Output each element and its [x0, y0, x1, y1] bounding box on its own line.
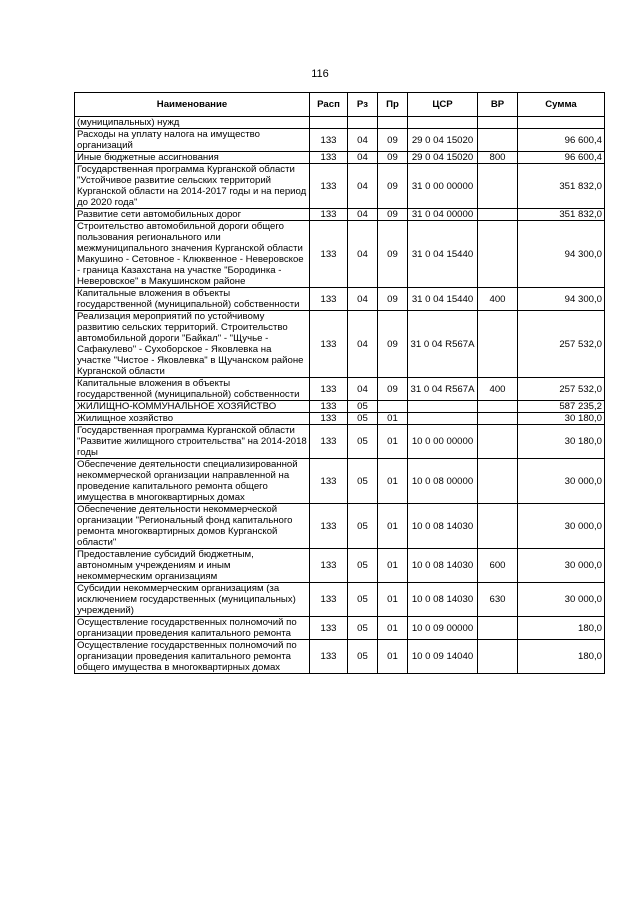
table-row [75, 504, 605, 549]
cell-csr: 31 0 04 15440 [408, 288, 478, 311]
cell-pr: 09 [378, 311, 408, 378]
cell-pr: 09 [378, 221, 408, 288]
cell-pr: 09 [378, 209, 408, 221]
cell-pr: 01 [378, 549, 408, 583]
table-row [75, 617, 605, 640]
cell-rz: 04 [348, 221, 378, 288]
cell-rasp: 133 [310, 288, 348, 311]
cell-rasp: 133 [310, 640, 348, 674]
cell-rasp: 133 [310, 401, 348, 413]
cell-name: Реализация мероприятий по устойчивому развитию сельских территорий. Строительство автомобильной дороги "Байкал" - "Щучье - Сафакулево" - Сухоборское - Яковлевка на участке "Чистое - Яковлевка" в Щучанском районе Курганской области [75, 311, 310, 378]
cell-name: Расходы на уплату налога на имущество организаций [75, 129, 310, 152]
cell-rz: 05 [348, 640, 378, 674]
cell-rz: 05 [348, 413, 378, 425]
cell-rasp: 133 [310, 164, 348, 209]
cell-rasp: 133 [310, 583, 348, 617]
cell-rz: 05 [348, 583, 378, 617]
cell-name: Иные бюджетные ассигнования [75, 152, 310, 164]
header-csr: ЦСР [408, 93, 478, 117]
cell-rz: 05 [348, 549, 378, 583]
table-row [75, 459, 605, 504]
cell-rasp: 133 [310, 617, 348, 640]
cell-sum: 96 600,4 [518, 129, 605, 152]
cell-name: Капитальные вложения в объекты государственной (муниципальной) собственности [75, 288, 310, 311]
cell-name: Обеспечение деятельности специализированной некоммерческой организации направленной на проведение капитального ремонта общего имущества в многоквартирных домах [75, 459, 310, 504]
cell-rz: 05 [348, 504, 378, 549]
cell-pr: 01 [378, 425, 408, 459]
cell-vr [478, 425, 518, 459]
cell-name: Строительство автомобильной дороги общего пользования регионального или межмуниципального значения Курганской области Макушино - Сетовное - Клюквенное - Неверовское - граница Казахстана на участке "Бородинка - Неверовское" в Макушинском районе [75, 221, 310, 288]
cell-rz: 05 [348, 401, 378, 413]
cell-rasp: 133 [310, 413, 348, 425]
cell-name: Осуществление государственных полномочий по организации проведения капитального ремонта [75, 617, 310, 640]
cell-pr: 01 [378, 459, 408, 504]
cell-csr: 10 0 09 00000 [408, 617, 478, 640]
cell-csr: 10 0 09 14040 [408, 640, 478, 674]
budget-table [74, 92, 605, 674]
table-row [75, 117, 605, 129]
cell-csr: 10 0 00 00000 [408, 425, 478, 459]
page-number: 116 [311, 68, 329, 80]
cell-rz: 04 [348, 209, 378, 221]
table-row [75, 413, 605, 425]
table-row [75, 311, 605, 378]
cell-vr [478, 640, 518, 674]
table-row [75, 378, 605, 401]
cell-name: Предоставление субсидий бюджетным, автономным учреждениям и иным некоммерческим организациям [75, 549, 310, 583]
cell-pr: 01 [378, 583, 408, 617]
cell-vr [478, 617, 518, 640]
header-sum: Сумма [518, 93, 605, 117]
cell-csr: 10 0 08 00000 [408, 459, 478, 504]
cell-pr: 09 [378, 164, 408, 209]
header-name: Наименование [75, 93, 310, 117]
cell-name: Жилищное хозяйство [75, 413, 310, 425]
cell-rasp: 133 [310, 311, 348, 378]
cell-sum: 351 832,0 [518, 209, 605, 221]
cell-sum: 257 532,0 [518, 378, 605, 401]
cell-csr [408, 413, 478, 425]
cell-pr: 09 [378, 378, 408, 401]
table-row [75, 152, 605, 164]
cell-pr: 01 [378, 617, 408, 640]
cell-rasp: 133 [310, 221, 348, 288]
cell-rasp [310, 117, 348, 129]
cell-vr [478, 117, 518, 129]
cell-vr [478, 504, 518, 549]
cell-vr [478, 459, 518, 504]
cell-name: Государственная программа Курганской области "Устойчивое развитие сельских территорий Курганской области на 2014-2017 годы и на период до 2020 года" [75, 164, 310, 209]
cell-rasp: 133 [310, 378, 348, 401]
cell-rz: 04 [348, 164, 378, 209]
cell-sum: 180,0 [518, 617, 605, 640]
cell-rz: 05 [348, 459, 378, 504]
cell-rasp: 133 [310, 459, 348, 504]
cell-rasp: 133 [310, 209, 348, 221]
cell-name: Обеспечение деятельности некоммерческой организации "Региональный фонд капитального ремонта многоквартирных домов Курганской области" [75, 504, 310, 549]
cell-name: Развитие сети автомобильных дорог [75, 209, 310, 221]
cell-sum: 30 180,0 [518, 425, 605, 459]
cell-vr [478, 164, 518, 209]
cell-rz: 05 [348, 617, 378, 640]
cell-csr [408, 401, 478, 413]
cell-pr: 01 [378, 640, 408, 674]
cell-pr [378, 117, 408, 129]
table-row [75, 401, 605, 413]
cell-sum: 587 235,2 [518, 401, 605, 413]
cell-name: Государственная программа Курганской области "Развитие жилищного строительства" на 2014-2018 годы [75, 425, 310, 459]
table-row [75, 549, 605, 583]
cell-sum: 30 000,0 [518, 504, 605, 549]
cell-pr: 09 [378, 129, 408, 152]
cell-name: (муниципальных) нужд [75, 117, 310, 129]
cell-rasp: 133 [310, 129, 348, 152]
table-row [75, 583, 605, 617]
cell-rasp: 133 [310, 425, 348, 459]
cell-name: Капитальные вложения в объекты государственной (муниципальной) собственности [75, 378, 310, 401]
cell-sum: 30 000,0 [518, 583, 605, 617]
cell-name: Осуществление государственных полномочий по организации проведения капитального ремонта общего имущества в многоквартирных домах [75, 640, 310, 674]
cell-vr: 400 [478, 378, 518, 401]
cell-pr: 01 [378, 413, 408, 425]
cell-rz: 04 [348, 311, 378, 378]
table-row [75, 164, 605, 209]
cell-vr: 630 [478, 583, 518, 617]
cell-vr: 400 [478, 288, 518, 311]
cell-sum: 180,0 [518, 640, 605, 674]
cell-name: Субсидии некоммерческим организациям (за исключением государственных (муниципальных) учреждений) [75, 583, 310, 617]
table-row [75, 640, 605, 674]
cell-sum [518, 117, 605, 129]
cell-rz: 05 [348, 425, 378, 459]
cell-pr: 01 [378, 504, 408, 549]
cell-sum: 94 300,0 [518, 221, 605, 288]
cell-vr [478, 129, 518, 152]
cell-pr: 09 [378, 152, 408, 164]
cell-sum: 30 180,0 [518, 413, 605, 425]
header-vr: ВР [478, 93, 518, 117]
cell-csr: 10 0 08 14030 [408, 504, 478, 549]
table-row [75, 209, 605, 221]
cell-csr: 10 0 08 14030 [408, 583, 478, 617]
cell-name: ЖИЛИЩНО-КОММУНАЛЬНОЕ ХОЗЯЙСТВО [75, 401, 310, 413]
cell-csr: 31 0 00 00000 [408, 164, 478, 209]
cell-csr [408, 117, 478, 129]
cell-rz [348, 117, 378, 129]
cell-vr [478, 221, 518, 288]
cell-sum: 94 300,0 [518, 288, 605, 311]
cell-csr: 31 0 04 R567A [408, 311, 478, 378]
table-header-row [75, 93, 605, 117]
cell-vr [478, 209, 518, 221]
header-rz: Рз [348, 93, 378, 117]
cell-rz: 04 [348, 152, 378, 164]
cell-rz: 04 [348, 378, 378, 401]
cell-rz: 04 [348, 288, 378, 311]
cell-vr [478, 401, 518, 413]
cell-csr: 31 0 04 00000 [408, 209, 478, 221]
table-body [75, 117, 605, 674]
cell-sum: 30 000,0 [518, 549, 605, 583]
cell-csr: 29 0 04 15020 [408, 129, 478, 152]
cell-pr: 09 [378, 288, 408, 311]
cell-rasp: 133 [310, 549, 348, 583]
header-rasp: Расп [310, 93, 348, 117]
cell-rz: 04 [348, 129, 378, 152]
cell-sum: 30 000,0 [518, 459, 605, 504]
table-row [75, 221, 605, 288]
cell-pr [378, 401, 408, 413]
cell-sum: 351 832,0 [518, 164, 605, 209]
cell-rasp: 133 [310, 152, 348, 164]
cell-sum: 257 532,0 [518, 311, 605, 378]
cell-csr: 31 0 04 15440 [408, 221, 478, 288]
cell-vr: 800 [478, 152, 518, 164]
cell-vr: 600 [478, 549, 518, 583]
cell-rasp: 133 [310, 504, 348, 549]
cell-csr: 10 0 08 14030 [408, 549, 478, 583]
cell-sum: 96 600,4 [518, 152, 605, 164]
cell-csr: 31 0 04 R567A [408, 378, 478, 401]
header-pr: Пр [378, 93, 408, 117]
cell-vr [478, 311, 518, 378]
cell-csr: 29 0 04 15020 [408, 152, 478, 164]
table-row [75, 129, 605, 152]
cell-vr [478, 413, 518, 425]
table-row [75, 425, 605, 459]
table-row [75, 288, 605, 311]
